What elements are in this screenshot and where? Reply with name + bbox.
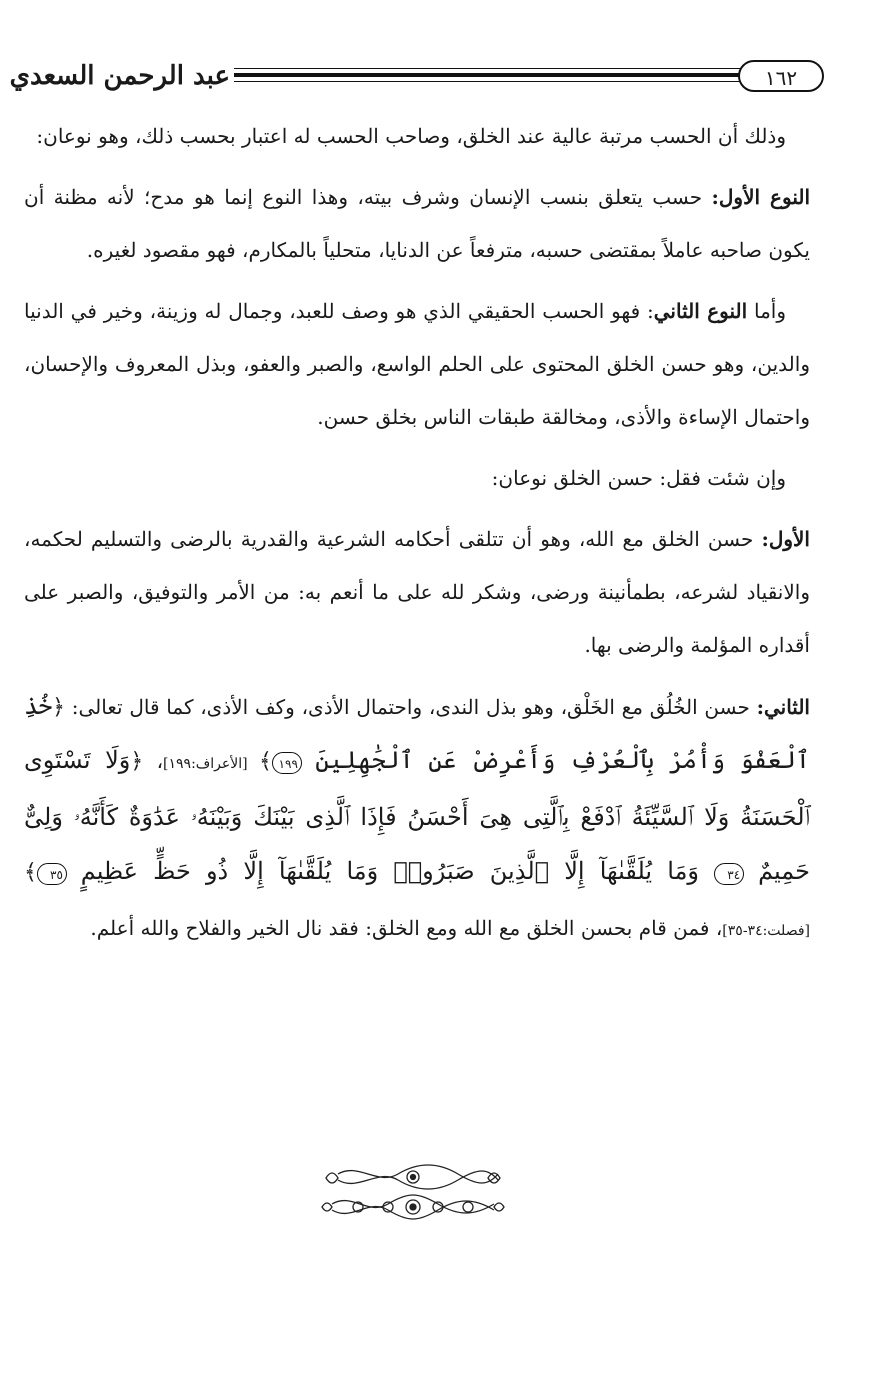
term-second-kind: الثاني: [756,695,810,719]
quran-close-bracket: ﴾ [24,860,37,885]
paragraph-conclusion-text: ، فمن قام بحسن الخلق مع الله ومع الخلق: فقد نال الخير والفلاح والله أعلم. [90,916,723,940]
paragraph-second-type-text: : فهو الحسب الحقيقي الذي هو وصف للعبد، وجمال له وزينة، وخير في الدنيا والدين، وهو حسن الخلق المحتوى على الحلم الواسع، والصبر والعفو، وبذل المعروف والإحسان، واحتمال الإساءة والأذى، ومخالقة طبقات الناس بخلق حسن. [24,299,810,429]
body-text [24,110,810,958]
paragraph-second-type-lead: وأما [747,299,786,323]
paragraph-intro-text: وذلك أن الحسب مرتبة عالية عند الخلق، وصاحب الحسب له اعتبار بحسب ذلك، وهو نوعان: [36,124,786,148]
term-first-type: النوع الأول: [711,185,810,209]
quran-open-bracket: ﴿ [130,749,144,774]
quran-verse-araf: خُذِ ٱلْعَفْوَ وَأْمُرْ بِٱلْعُرْفِ وَأَعْرِضْ عَنِ ٱلْجَٰهِلِينَ [24,692,810,774]
rule-thin-bottom [234,81,754,82]
paragraph-first-kind [24,513,810,672]
term-first-kind: الأول: [761,527,810,551]
paragraph-first-kind-text: حسن الخلق مع الله، وهو أن تتلقى أحكامه الشرعية والقدرية بالرضى والتسليم لحكمه، والانقياد لشرعه، بطمأنينة ورضى، وشكر لله على ما أنعم به: من الأمر والتوفيق، والصبر على أقداره المؤلمة والرضى بها. [24,527,810,657]
quran-close-bracket: ﴾ [259,749,272,774]
paragraph-second-type [24,285,810,444]
paragraph-second-kind-text: حسن الخُلُق مع الخَلْق، وهو بذل الندى، واحتمال الأذى، وكف الأذى، كما قال تعالى: [65,695,757,719]
rule-thick [234,73,754,77]
quran-verse-fussilat-34: وَلَا تَسْتَوِى ٱلْحَسَنَةُ وَلَا ٱلسَّيِّئَةُ ٱدْفَعْ بِٱلَّتِى هِىَ أَحْسَنُ فَإِذَا ٱلَّذِى بَيْنَكَ وَبَيْنَهُۥ عَدَٰوَةٌ كَأَنَّهُۥ وَلِىٌّ حَمِيمٌ [24,746,810,885]
quran-verse-fussilat-35: وَمَا يُلَقَّىٰهَآ إِلَّا ٱلَّذِينَ صَبَرُوا۟ وَمَا يُلَقَّىٰهَآ إِلَّا ذُو حَظٍّ عَظِيمٍ [80,857,715,885]
page-number: ١٦٢ [738,60,824,92]
paragraph-intro [24,110,810,163]
citation-araf: [الأعراف:١٩٩] [163,756,259,772]
running-head-author: عبد الرحمن السعدي [9,61,230,91]
header-rule [234,62,754,88]
verse-number-marker: ١٩٩ [272,752,302,774]
quran-open-bracket: ﴿ [52,695,66,720]
term-second-type: النوع الثاني [653,299,748,323]
paragraph-second-kind [24,680,810,958]
paragraph-two-kinds-text: وإن شئت فقل: حسن الخلق نوعان: [491,466,786,490]
verse-number-marker: ٣٥ [37,863,67,885]
verse-number-marker: ٣٤ [714,863,744,885]
paragraph-first-type [24,171,810,277]
paragraph-two-kinds [24,452,810,505]
decorative-ornament [318,1158,508,1226]
paragraph-first-type-text: حسب يتعلق بنسب الإنسان وشرف بيته، وهذا النوع إنما هو مدح؛ لأنه مظنة أن يكون صاحبه عاملاً بمقتضى حسبه، مترفعاً عن الدنايا، متحلياً بالمكارم، فهو مقصود لغيره. [24,185,810,262]
page-header [9,50,822,102]
citation-fussilat: [فصلت:٣٤-٣٥] [722,923,810,939]
separator-comma: ، [143,749,164,773]
rule-thin-top [234,68,754,69]
